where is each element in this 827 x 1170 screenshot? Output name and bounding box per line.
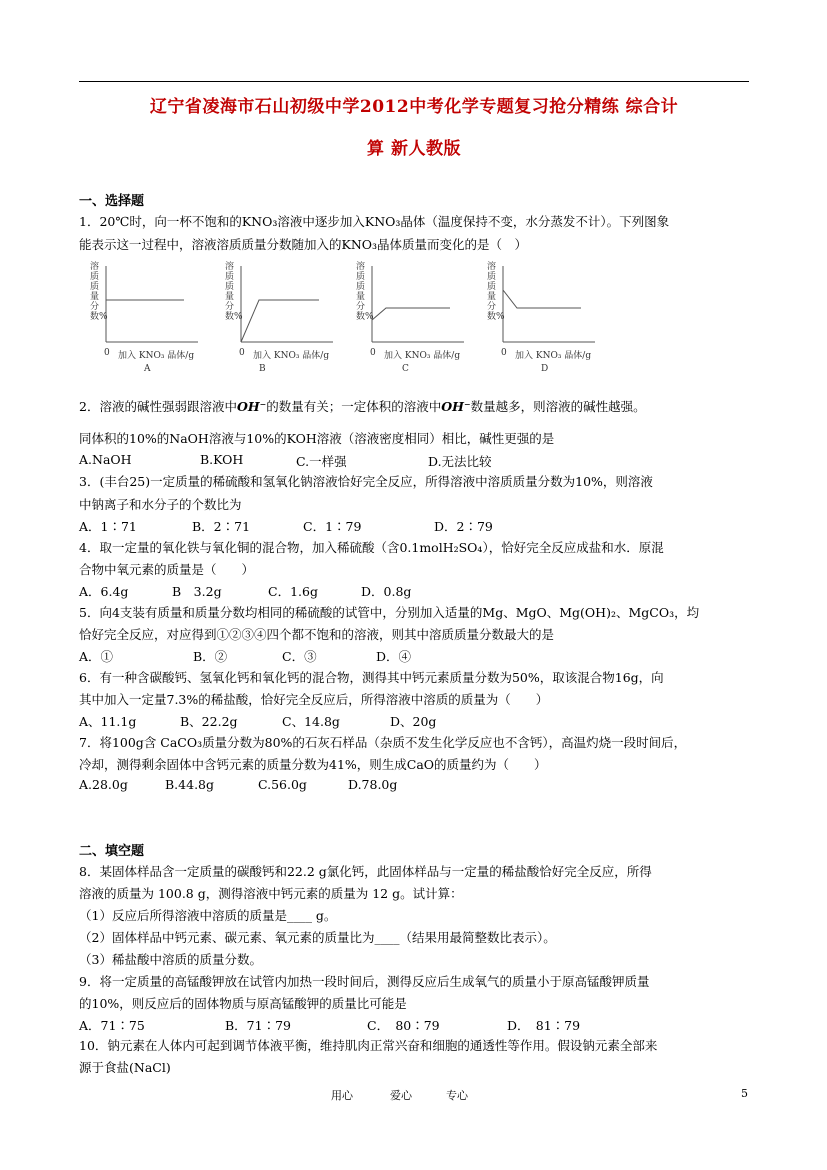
q4-option-c: C．1.6g [268,584,318,599]
q10-line1: 10．钠元素在人体内可起到调节体液平衡，维持肌肉正常兴奋和细胞的通透性等作用。假设钠元素全部来 [79,1038,658,1053]
q2-line2: 同体积的10%的NaOH溶液与10%的KOH溶液（溶液密度相同）相比，碱性更强的是 [79,431,555,446]
graph-c-ylabel: 溶质质量分数% [356,262,374,322]
q6-option-a: A、11.1g [79,714,137,729]
q4-line2: 合物中氧元素的质量是（ ） [79,562,255,577]
page-number: 5 [741,1087,748,1100]
q8-line2: 溶液的质量为 100.8 g，测得溶液中钙元素的质量为 12 g。试计算： [79,886,463,901]
graph-b-ylabel: 溶质质量分数% [225,262,243,322]
graph-a-ylabel: 溶质质量分数% [90,262,108,322]
q8-line1: 8．某固体样品含一定质量的碳酸钙和22.2 g氯化钙，此固体样品与一定量的稀盐酸恰好完全反应，所得 [79,864,652,879]
graph-a-xlabel: 加入 KNO₃ 晶体/g [118,351,195,361]
q4-line1: 4．取一定量的氧化铁与氧化铜的混合物，加入稀硫酸（含0.1molH₂SO₄），恰好完全反应成盐和水．原混 [79,540,664,555]
q2-line1 [79,397,646,415]
q2-option-c: C.一样强 [296,454,347,469]
q1-line1: 1．20℃时，向一杯不饱和的KNO₃溶液中逐步加入KNO₃晶体（温度保持不变，水分蒸发不计）。下列图象 [79,214,670,229]
graph-d-plot [487,262,597,352]
q6-option-c: C、14.8g [282,714,340,729]
q3-option-c: C．1∶79 [303,519,362,534]
graph-c-label: C [402,364,409,374]
graph-a-plot [90,262,200,352]
q2-option-a: A.NaOH [79,452,132,467]
q9-option-d: D． 81∶79 [507,1018,581,1033]
q9-option-a: A．71∶75 [79,1018,145,1033]
q9-option-b: B．71∶79 [225,1018,291,1033]
q3-option-b: B．2∶71 [192,519,251,534]
q5-line1: 5．向4支装有质量和质量分数均相同的稀硫酸的试管中，分别加入适量的Mg、MgO、Mg(OH)₂、MgCO₃，均 [79,605,700,620]
q7-line2: 冷却，测得剩余固体中含钙元素的质量分数为41%，则生成CaO的质量约为（ ） [79,757,547,772]
q8-line3: （1）反应后所得溶液中溶质的质量是____ g。 [79,908,337,923]
q2-text-b: 的数量有关；一定体积的溶液中 [266,399,442,414]
document-title-line1: 辽宁省凌海市石山初级中学2012中考化学专题复习抢分精练 综合计 [149,97,679,117]
section-heading-choice: 一、选择题 [79,194,145,209]
graph-d-label: D [541,364,549,374]
q6-option-d: D、20g [390,714,437,729]
section-heading-fill: 二、填空题 [79,844,145,859]
q8-line5: （3）稀盐酸中溶质的质量分数。 [79,952,262,967]
q3-option-a: A．1∶71 [79,519,137,534]
graph-b-label: B [259,364,266,374]
graph-c-xlabel: 加入 KNO₃ 晶体/g [384,351,461,361]
q2-text-c: 数量越多，则溶液的碱性越强。 [470,399,646,414]
q2-text-a: 2．溶液的碱性强弱跟溶液中 [79,399,237,414]
q6-line1: 6．有一种含碳酸钙、氢氧化钙和氧化钙的混合物，测得其中钙元素质量分数为50%，取该混合物16g，向 [79,670,664,685]
q7-option-d: D.78.0g [348,777,398,792]
q4-option-a: A．6.4g [79,584,129,599]
q5-option-b: B．② [193,649,228,664]
q1-line2: 能表示这一过程中，溶液溶质质量分数随加入的KNO₃晶体质量而变化的是（ ） [79,237,528,252]
q4-option-b: B 3.2g [172,584,222,599]
graph-b-plot [225,262,335,352]
graph-a-origin: 0 [104,348,110,358]
q9-option-c: C． 80∶79 [367,1018,440,1033]
footer-item-3: 专心 [446,1089,468,1102]
graph-b [225,262,335,372]
q3-option-d: D．2∶79 [434,519,493,534]
hydroxide-formula: OH⁻ [236,399,267,414]
q3-line2: 中钠离子和水分子的个数比为 [79,497,242,512]
q2-option-b: B.KOH [200,452,244,467]
graph-d [487,262,597,372]
graph-c-plot [356,262,466,352]
graph-c-origin: 0 [370,348,376,358]
q4-option-d: D．0.8g [361,584,412,599]
document-title-line2: 算 新人教版 [367,139,461,159]
q5-option-d: D．④ [376,649,412,664]
q7-option-b: B.44.8g [165,777,214,792]
q10-line2: 源于食盐(NaCl) [79,1060,171,1075]
graph-b-origin: 0 [239,348,245,358]
q6-line2: 其中加入一定量7.3%的稀盐酸，恰好完全反应后，所得溶液中溶质的质量为（ ） [79,692,549,707]
q6-option-b: B、22.2g [180,714,238,729]
graph-a [90,262,200,372]
graph-c [356,262,466,372]
q9-line2: 的10%，则反应后的固体物质与原高锰酸钾的质量比可能是 [79,996,407,1011]
q5-option-c: C．③ [282,649,317,664]
graph-d-ylabel: 溶质质量分数% [487,262,505,322]
q5-line2: 恰好完全反应，对应得到①②③④四个都不饱和的溶液，则其中溶质质量分数最大的是 [79,627,555,642]
footer-item-2: 爱心 [390,1089,412,1102]
q2-option-d: D.无法比较 [428,454,492,469]
q5-option-a: A．① [79,649,114,664]
footer-item-1: 用心 [331,1089,353,1102]
graph-d-xlabel: 加入 KNO₃ 晶体/g [515,351,592,361]
q8-line4: （2）固体样品中钙元素、碳元素、氧元素的质量比为____（结果用最简整数比表示）。 [79,930,556,945]
q3-line1: 3．(丰台25)一定质量的稀硫酸和氢氧化钠溶液恰好完全反应，所得溶液中溶质质量分数为10%，则溶液 [79,474,653,489]
q7-option-a: A.28.0g [79,777,128,792]
graph-a-label: A [144,364,151,374]
graph-d-origin: 0 [501,348,507,358]
q7-line1: 7．将100g含 CaCO₃质量分数为80%的石灰石样品（杂质不发生化学反应也不含钙），高温灼烧一段时间后， [79,735,687,750]
q7-option-c: C.56.0g [258,777,307,792]
graph-b-xlabel: 加入 KNO₃ 晶体/g [253,351,330,361]
q9-line1: 9．将一定质量的高锰酸钾放在试管内加热一段时间后，测得反应后生成氧气的质量小于原高锰酸钾质量 [79,974,650,989]
header-rule [79,81,749,82]
hydroxide-formula-2: OH⁻ [441,399,471,414]
